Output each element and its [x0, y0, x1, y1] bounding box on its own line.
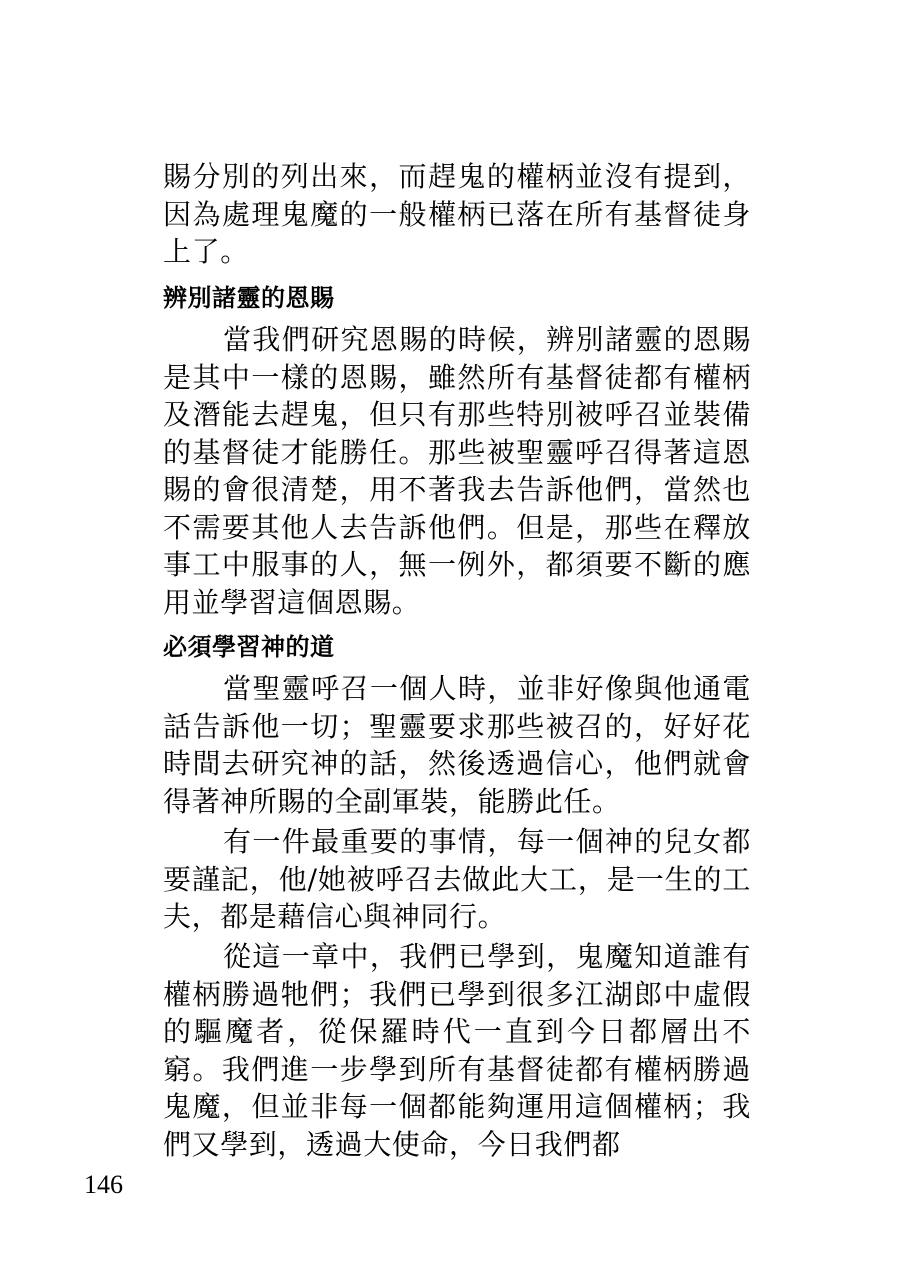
continued-paragraph-block: [163, 158, 751, 271]
learn-word-paragraph: 當聖靈呼召一個人時，並非好像與他通電話告訴他一切；聖靈要求那些被召的，好好花時間去研究神的話，然後透過信心，他們就會得著神所賜的全副軍裝，能勝此任。: [163, 672, 751, 818]
discernment-paragraph: 當我們研究恩賜的時候，辨別諸靈的恩賜是其中一樣的恩賜，雖然所有基督徒都有權柄及潛能去趕鬼，但只有那些特別被呼召並裝備的基督徒才能勝任。那些被聖靈呼召得著這恩賜的會很清楚，用不著我去告訴他們，當然也不需要其他人去告訴他們。但是，那些在釋放事工中服事的人，無一例外，都須要不斷的應用並學習這個恩賜。: [163, 323, 751, 619]
chapter-summary-paragraph-block: [163, 938, 751, 1163]
discernment-paragraph-block: [163, 321, 751, 621]
section-heading-learn-word: 必須學習神的道: [163, 633, 335, 661]
learn-word-paragraph-block: [163, 670, 751, 820]
section-heading-block-1: [163, 283, 751, 313]
important-matter-paragraph: 有一件最重要的事情，每一個神的兒女都要謹記，他/她被呼召去做此大工，是一生的工夫，都是藉信心與神同行。: [163, 825, 751, 933]
chapter-summary-paragraph: 從這一章中，我們已學到，鬼魔知道誰有權柄勝過牠們；我們已學到很多江湖郎中虛假的驅魔者，從保羅時代一直到今日都層出不窮。我們進一步學到所有基督徒都有權柄勝過鬼魔，但並非每一個都能夠運用這個權柄；我們又學到，透過大使命，今日我們都: [163, 940, 751, 1161]
page-number: 146: [84, 1170, 123, 1199]
continued-paragraph: 賜分別的列出來，而趕鬼的權柄並沒有提到，因為處理鬼魔的一般權柄已落在所有基督徒身上了。: [163, 160, 751, 268]
section-heading-block-2: [163, 632, 751, 662]
important-matter-paragraph-block: [163, 823, 751, 936]
section-heading-discernment: 辨別諸靈的恩賜: [163, 284, 335, 312]
